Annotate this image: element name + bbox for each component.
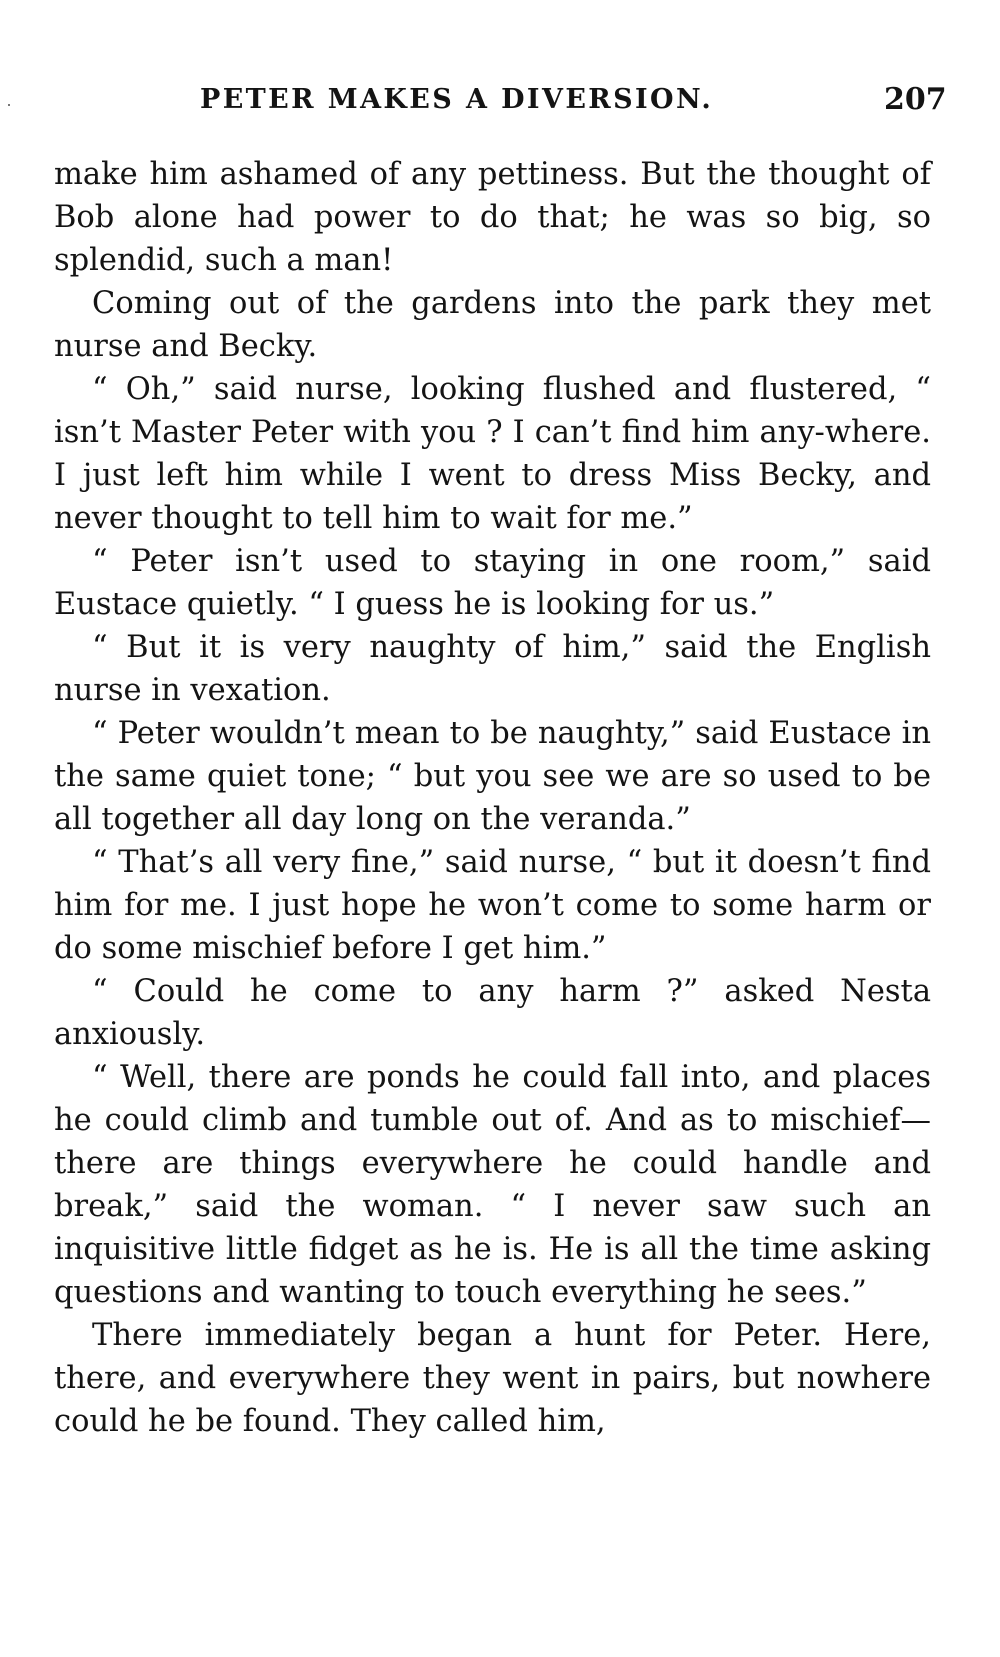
paragraph: “ But it is very naughty of him,” said the English nurse in vexation. [54, 630, 931, 708]
paragraph: “ Peter isn’t used to staying in one room,” said Eustace quietly. “ I guess he is looking for us.” [54, 544, 931, 622]
page-number: 207 [884, 82, 947, 117]
paragraph: make him ashamed of any pettiness. But the thought of Bob alone had power to do that; he was so big, so splendid, such a man! [54, 157, 931, 278]
paragraph: There immediately began a hunt for Peter. Here, there, and everywhere they went in pairs, but nowhere could he be found. They called him, [54, 1318, 931, 1439]
margin-speck [8, 104, 10, 106]
paragraph: “ Could he come to any harm ?” asked Nesta anxiously. [54, 974, 931, 1052]
paragraph: “ Peter wouldn’t mean to be naughty,” said Eustace in the same quiet tone; “ but you see we are so used to be all together all day long on the veranda.” [54, 716, 931, 837]
paragraph: “ That’s all very fine,” said nurse, “ but it doesn’t find him for me. I just hope he won’t come to some harm or do some mischief before I get him.” [54, 845, 931, 966]
paragraph: “ Oh,” said nurse, looking flushed and flustered, “ isn’t Master Peter with you ? I can’t find him any-where. I just left him while I went to dress Miss Becky, and never thought to tell him to wait for me.” [54, 372, 931, 536]
body-text [54, 153, 931, 1443]
paragraph: “ Well, there are ponds he could fall into, and places he could climb and tumble out of. And as to mischief—there are things everywhere he could handle and break,” said the woman. “ I never saw such an inquisitive little fidget as he is. He is all the time asking questions and wanting to touch everything he sees.” [54, 1060, 931, 1310]
paragraph: Coming out of the gardens into the park they met nurse and Becky. [54, 286, 931, 364]
running-head: PETER MAKES A DIVERSION. [200, 84, 714, 115]
